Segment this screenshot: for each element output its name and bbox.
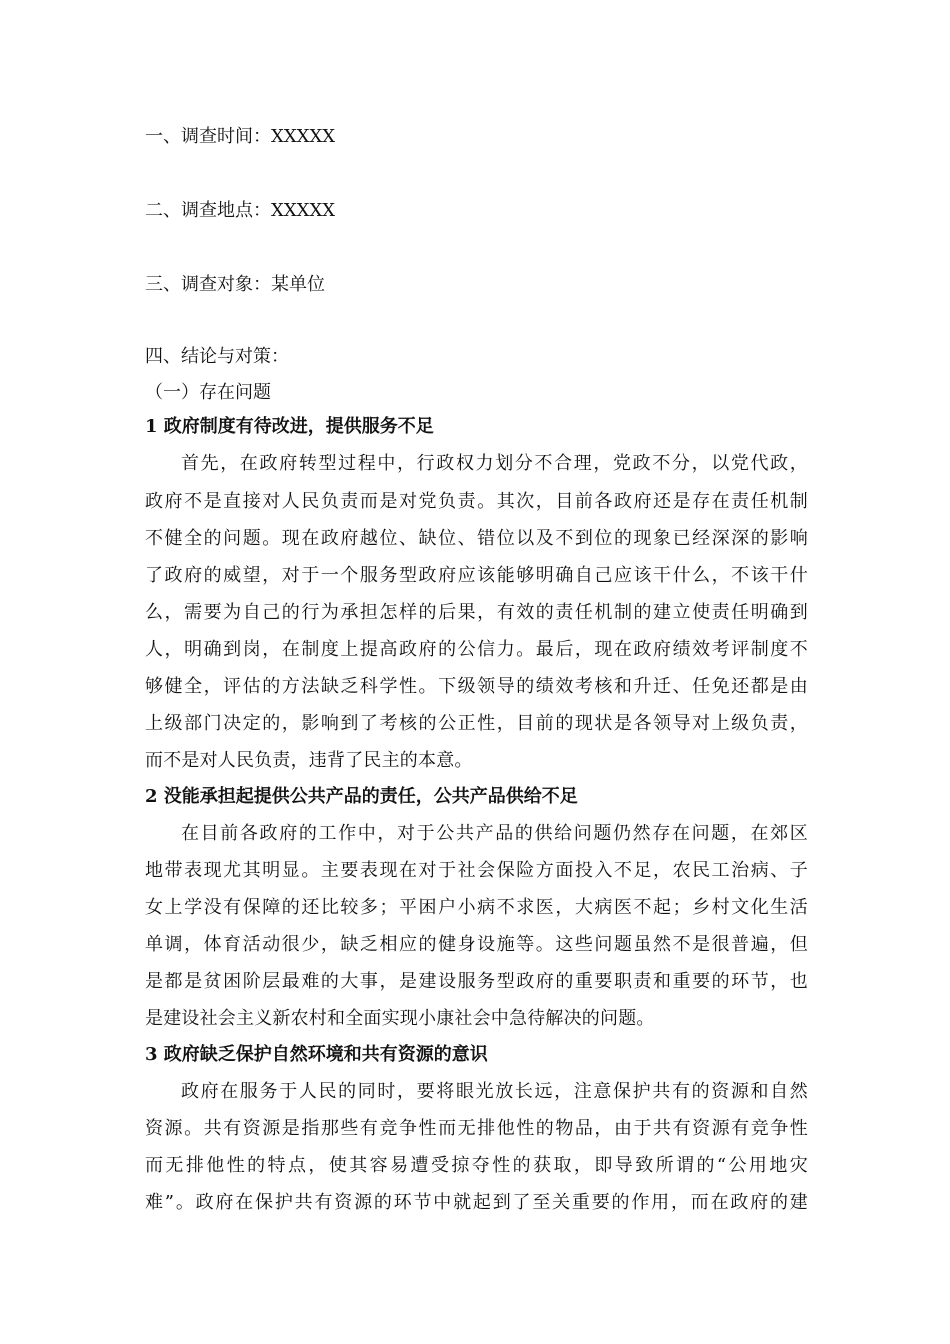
- paragraph-line: 么，需要为自己的行为承担怎样的后果，有效的责任机制的建立使责任明确到: [145, 602, 808, 623]
- survey-time: 一、调查时间：XXXXX: [145, 126, 336, 147]
- paragraph-line: 够健全，评估的方法缺乏科学性。下级领导的绩效考核和升迁、任免还都是由: [145, 676, 808, 697]
- paragraph-line: 是建设社会主义新农村和全面实现小康社会中急待解决的问题。: [145, 1008, 655, 1029]
- paragraph-line: 不健全的问题。现在政府越位、缺位、错位以及不到位的现象已经深深的影响: [145, 528, 808, 549]
- paragraph-line: 女上学没有保障的还比较多；平困户小病不求医，大病医不起；乡村文化生活: [145, 897, 808, 918]
- paragraph-line: 而不是对人民负责，违背了民主的本意。: [145, 750, 473, 771]
- paragraph-line: 单调，体育活动很少，缺乏相应的健身设施等。这些问题虽然不是很普遍，但: [145, 934, 808, 955]
- survey-place: 二、调查地点：XXXXX: [145, 200, 336, 221]
- paragraph-line: 政府在服务于人民的同时，要将眼光放长远，注意保护共有的资源和自然: [181, 1081, 808, 1102]
- section-heading: 1 政府制度有待改进，提供服务不足: [145, 416, 434, 437]
- paragraph-line: 了政府的威望，对于一个服务型政府应该能够明确自己应该干什么，不该干什: [145, 565, 808, 586]
- paragraph-line: 难”。政府在保护共有资源的环节中就起到了至关重要的作用，而在政府的建: [145, 1192, 808, 1213]
- paragraph-line: 人，明确到岗，在制度上提高政府的公信力。最后，现在政府绩效考评制度不: [145, 639, 808, 660]
- section-heading: 3 政府缺乏保护自然环境和共有资源的意识: [145, 1044, 488, 1065]
- paragraph-line: 政府不是直接对人民负责而是对党负责。其次，目前各政府还是存在责任机制: [145, 491, 808, 512]
- paragraph-line: 是都是贫困阶层最难的大事，是建设服务型政府的重要职责和重要的环节，也: [145, 971, 808, 992]
- paragraph-line: 资源。共有资源是指那些有竞争性而无排他性的物品，由于共有资源有竞争性: [145, 1118, 808, 1139]
- paragraph-line: 首先，在政府转型过程中，行政权力划分不合理，党政不分，以党代政，: [181, 453, 808, 474]
- paragraph-line: 地带表现尤其明显。主要表现在对于社会保险方面投入不足，农民工治病、子: [145, 860, 808, 881]
- conclusion-heading: 四、结论与对策：: [145, 346, 289, 367]
- section-heading: 2 没能承担起提供公共产品的责任，公共产品供给不足: [145, 786, 578, 807]
- paragraph-line: 而无排他性的特点，使其容易遭受掠夺性的获取，即导致所谓的“公用地灾: [145, 1155, 808, 1176]
- paragraph-line: 在目前各政府的工作中，对于公共产品的供给问题仍然存在问题，在郊区: [181, 823, 808, 844]
- paragraph-line: 上级部门决定的，影响到了考核的公正性，目前的现状是各领导对上级负责，: [145, 713, 808, 734]
- survey-subject: 三、调查对象：某单位: [145, 274, 325, 295]
- subsection-heading: （一）存在问题: [145, 382, 271, 403]
